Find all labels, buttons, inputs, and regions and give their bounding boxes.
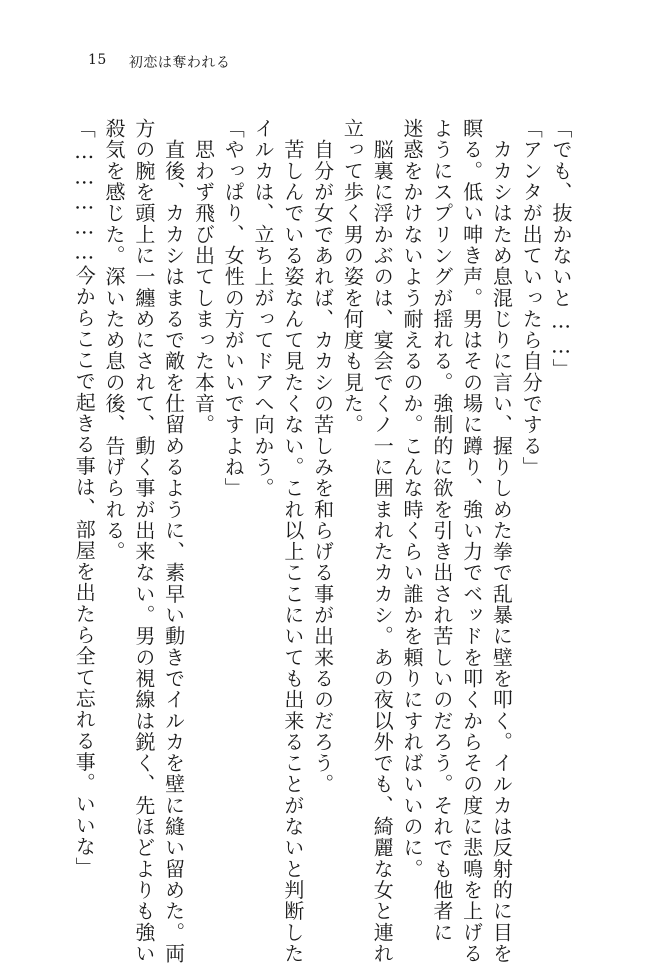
text-line: 「でも、抜かないと……」 <box>549 118 573 380</box>
text-line: 直後、カカシはまるで敵を仕留めるように、素早い動きでイルカを壁に縫い留めた。両 <box>161 118 186 964</box>
page-number: 15 <box>88 52 107 68</box>
text-line: 方の腕を頭上に一纏めにされて、動く事が出来ない。男の視線は鋭く、先ほどよりも強い <box>131 118 156 964</box>
chapter-title: 初恋は奪われる <box>128 55 231 71</box>
text-line: 「やっぱり、女性の方がいいですよね」 <box>221 118 246 499</box>
text-line: 自分が女であれば、カカシの苦しみを和らげる事が出来るのだろう。 <box>310 118 335 795</box>
text-line: 迷惑をかけないよう耐えるのか。こんな時くらい誰かを頼りにすればいいのに。 <box>400 118 425 880</box>
text-line: ようにスプリングが揺れる。強制的に欲を引き出され苦しいのだろう。それでも他者に <box>429 118 454 943</box>
text-line: 立って歩く男の姿を何度も見た。 <box>340 118 365 436</box>
text-line: イルカは、立ち上がってドアへ向かう。 <box>251 118 276 499</box>
text-line: 瞑る。低い呻き声。男はその場に蹲り、強い力でベッドを叩くからその度に悲鳴を上げる <box>459 118 484 964</box>
vertical-body-text <box>72 118 575 964</box>
text-line: 殺気を感じた。深いため息の後、告げられる。 <box>102 118 127 563</box>
text-line: 苦しんでいる姿なんて見たくない。これ以上ここにいても出来ることがないと判断した <box>280 118 305 964</box>
text-line: 「アンタが出ていったら自分でする」 <box>519 118 544 478</box>
text-line: 脳裏に浮かぶのは、宴会でくノ一に囲まれたカカシ。あの夜以外でも、綺麗な女と連れ <box>370 118 395 964</box>
running-header <box>88 52 230 72</box>
text-line: カカシはため息混じりに言い、握りしめた拳で乱暴に壁を叩く。イルカは反射的に目を <box>489 118 514 964</box>
text-line: 「……………今からここで起きる事は、部屋を出たら全て忘れる事。いいな」 <box>72 118 97 879</box>
text-line: 思わず飛び出てしまった本音。 <box>191 118 216 436</box>
